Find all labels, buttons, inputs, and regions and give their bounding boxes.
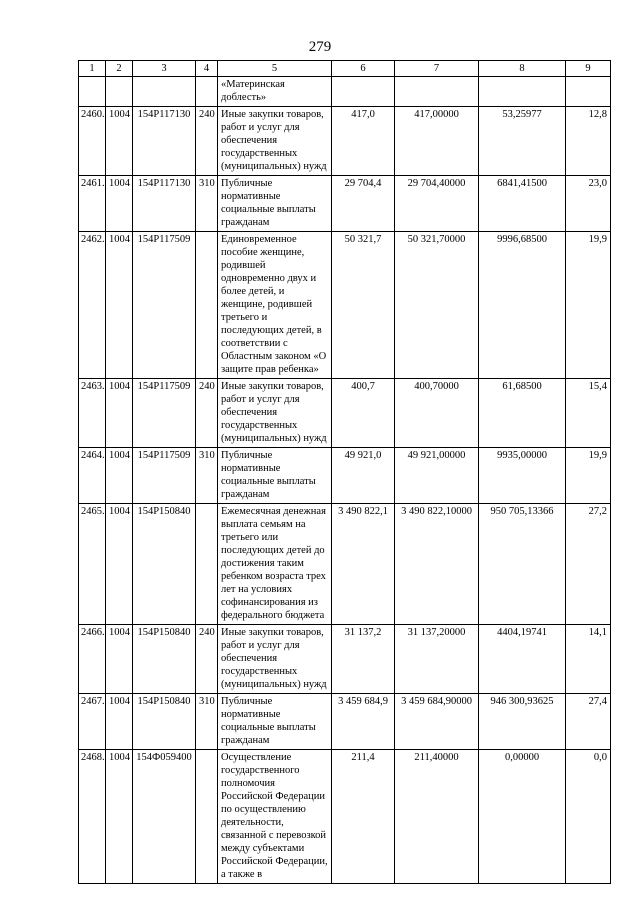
value-col-7: 211,40000 [395,750,479,884]
value-col-7 [395,77,479,107]
section-code: 1004 [106,107,133,176]
value-col-8: 4404,19741 [479,625,566,694]
row-number: 2464. [79,448,106,504]
percent-col-9: 12,8 [566,107,611,176]
target-article-code: 154P117509 [133,448,196,504]
table-row [79,625,611,694]
section-code [106,77,133,107]
percent-col-9: 14,1 [566,625,611,694]
table-row [79,107,611,176]
budget-table [78,60,611,884]
table-header [79,61,611,77]
percent-col-9: 27,2 [566,504,611,625]
target-article-code: 154P150840 [133,694,196,750]
description: Иные закупки товаров, работ и услуг для обеспечения государственных (муниципальных) нужд [218,625,332,694]
value-col-8: 0,00000 [479,750,566,884]
value-col-7: 29 704,40000 [395,176,479,232]
percent-col-9: 0,0 [566,750,611,884]
expense-type-code: 310 [196,448,218,504]
value-col-7: 50 321,70000 [395,232,479,379]
expense-type-code [196,504,218,625]
header-col-5: 5 [218,61,332,77]
expense-type-code: 310 [196,694,218,750]
page-number: 279 [308,39,332,55]
target-article-code: 154P117130 [133,107,196,176]
row-number: 2468. [79,750,106,884]
value-col-6: 31 137,2 [332,625,395,694]
section-code: 1004 [106,694,133,750]
value-col-7: 400,70000 [395,379,479,448]
expense-type-code [196,750,218,884]
description: Иные закупки товаров, работ и услуг для обеспечения государственных (муниципальных) нужд [218,107,332,176]
header-col-6: 6 [332,61,395,77]
row-number: 2466. [79,625,106,694]
header-col-9: 9 [566,61,611,77]
target-article-code: 154P117509 [133,232,196,379]
value-col-8: 53,25977 [479,107,566,176]
value-col-7: 49 921,00000 [395,448,479,504]
section-code: 1004 [106,232,133,379]
header-col-8: 8 [479,61,566,77]
target-article-code: 154P150840 [133,625,196,694]
row-number [79,77,106,107]
header-col-4: 4 [196,61,218,77]
row-number: 2467. [79,694,106,750]
expense-type-code [196,232,218,379]
percent-col-9: 19,9 [566,448,611,504]
percent-col-9: 27,4 [566,694,611,750]
table-row [79,750,611,884]
value-col-8: 9935,00000 [479,448,566,504]
value-col-7: 3 459 684,90000 [395,694,479,750]
expense-type-code: 310 [196,176,218,232]
description: «Материнская доблесть» [218,77,332,107]
percent-col-9: 19,9 [566,232,611,379]
table-body [79,77,611,884]
row-number: 2463. [79,379,106,448]
header-col-7: 7 [395,61,479,77]
value-col-6 [332,77,395,107]
value-col-6: 29 704,4 [332,176,395,232]
value-col-7: 417,00000 [395,107,479,176]
description: Иные закупки товаров, работ и услуг для обеспечения государственных (муниципальных) нужд [218,379,332,448]
description: Публичные нормативные социальные выплаты гражданам [218,694,332,750]
value-col-6: 50 321,7 [332,232,395,379]
value-col-6: 3 490 822,1 [332,504,395,625]
section-code: 1004 [106,625,133,694]
table-row [79,504,611,625]
description: Публичные нормативные социальные выплаты гражданам [218,448,332,504]
header-col-2: 2 [106,61,133,77]
value-col-6: 211,4 [332,750,395,884]
section-code: 1004 [106,176,133,232]
value-col-8: 9996,68500 [479,232,566,379]
value-col-6: 3 459 684,9 [332,694,395,750]
expense-type-code [196,77,218,107]
table-row [79,176,611,232]
target-article-code: 154P150840 [133,504,196,625]
section-code: 1004 [106,750,133,884]
value-col-8 [479,77,566,107]
header-col-3: 3 [133,61,196,77]
percent-col-9: 23,0 [566,176,611,232]
target-article-code [133,77,196,107]
row-number: 2461. [79,176,106,232]
target-article-code: 154P117509 [133,379,196,448]
table-row [79,448,611,504]
value-col-8: 950 705,13366 [479,504,566,625]
value-col-7: 31 137,20000 [395,625,479,694]
value-col-6: 417,0 [332,107,395,176]
expense-type-code: 240 [196,625,218,694]
value-col-7: 3 490 822,10000 [395,504,479,625]
expense-type-code: 240 [196,379,218,448]
value-col-8: 61,68500 [479,379,566,448]
percent-col-9: 15,4 [566,379,611,448]
section-code: 1004 [106,379,133,448]
row-number: 2462. [79,232,106,379]
description: Ежемесячная денежная выплата семьям на третьего или последующих детей до достижения таким ребенком возраста трех лет на условиях софинансирования из федерального бюджета [218,504,332,625]
table-row [79,379,611,448]
value-col-6: 49 921,0 [332,448,395,504]
value-col-8: 946 300,93625 [479,694,566,750]
target-article-code: 154P117130 [133,176,196,232]
header-col-1: 1 [79,61,106,77]
header-row [79,61,611,77]
table-row [79,77,611,107]
table-row [79,694,611,750]
table-row [79,232,611,379]
percent-col-9 [566,77,611,107]
expense-type-code: 240 [196,107,218,176]
row-number: 2465. [79,504,106,625]
description: Единовременное пособие женщине, родившей одновременно двух и более детей, и женщине, родившей третьего и последующих детей, в соответствии с Областным законом «О защите прав ребенка» [218,232,332,379]
value-col-8: 6841,41500 [479,176,566,232]
description: Публичные нормативные социальные выплаты гражданам [218,176,332,232]
section-code: 1004 [106,504,133,625]
description: Осуществление государственного полномочия Российской Федерации по осуществлению деятельности, связанной с перевозкой между субъектами Российской Федерации, а также в [218,750,332,884]
value-col-6: 400,7 [332,379,395,448]
row-number: 2460. [79,107,106,176]
section-code: 1004 [106,448,133,504]
target-article-code: 154Ф059400 [133,750,196,884]
